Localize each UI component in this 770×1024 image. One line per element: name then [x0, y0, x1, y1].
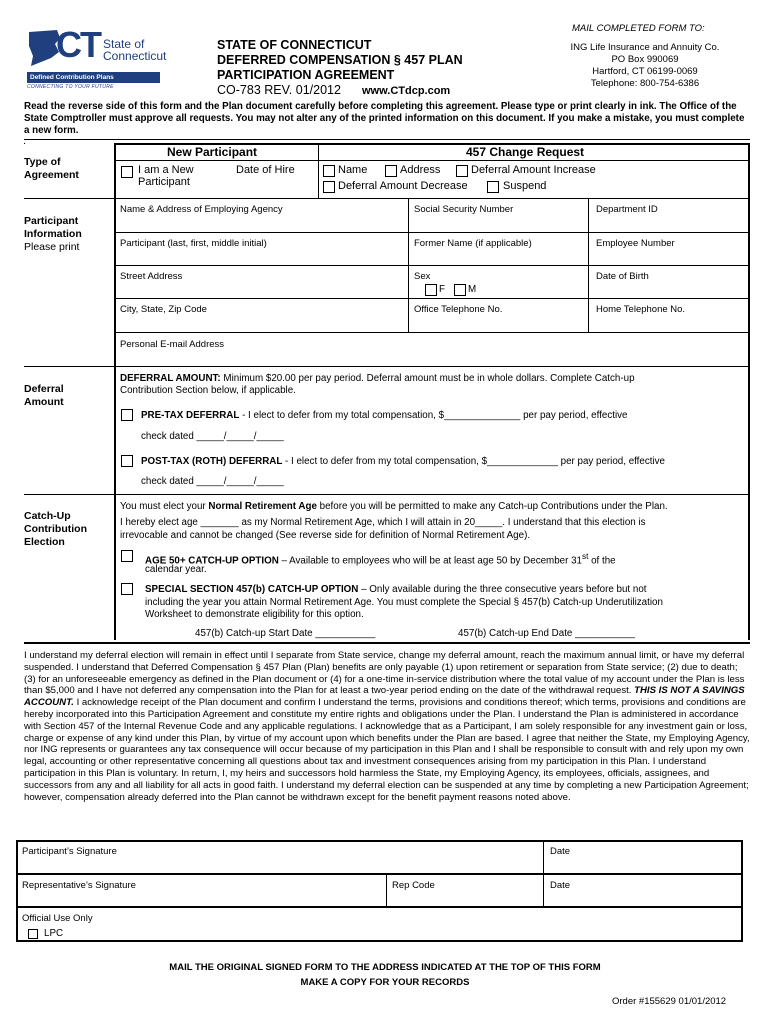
- website-link[interactable]: www.CTdcp.com: [362, 85, 451, 97]
- male-checkbox[interactable]: [454, 284, 466, 296]
- form-title: STATE OF CONNECTICUT DEFERRED COMPENSATION § 457 PLAN PARTICIPATION AGREEMENT: [217, 38, 463, 82]
- new-participant-checkbox[interactable]: [121, 166, 133, 178]
- ssn-field[interactable]: Social Security Number: [414, 204, 514, 215]
- catchup-intro: You must elect your Normal Retirement Age before you will be permitted to make any Catch-up Contributions under the Plan.: [120, 501, 668, 512]
- special-catchup-text: SPECIAL SECTION 457(b) CATCH-UP OPTION – Only available during the three consecutive years before but not: [145, 584, 647, 595]
- logo-tagline: CONNECTING TO YOUR FUTURE: [27, 84, 114, 90]
- pretax-deferral-checkbox[interactable]: [121, 409, 133, 421]
- age50-catchup-text: AGE 50+ CATCH-UP OPTION – Available to employees who will be at least age 50 by December 31st of the: [145, 552, 616, 567]
- street-address-field[interactable]: Street Address: [120, 271, 183, 282]
- office-phone-field[interactable]: Office Telephone No.: [414, 304, 503, 315]
- suspend-checkbox[interactable]: [487, 181, 499, 193]
- employing-agency-field[interactable]: Name & Address of Employing Agency: [120, 204, 283, 215]
- date-of-hire-label: Date of Hire: [236, 164, 295, 176]
- change-request-heading: 457 Change Request: [466, 145, 585, 159]
- deferral-amount-label: Deferral Amount: [24, 383, 64, 408]
- name-change-label: Name: [338, 164, 368, 176]
- retirement-age-election: I hereby elect age _______ as my Normal Retirement Age, which I will attain in 20_____. I understand that this election is: [120, 517, 646, 528]
- logo-ct: CT: [56, 24, 100, 65]
- female-label: F: [439, 284, 445, 295]
- new-participant-heading: New Participant: [167, 145, 258, 159]
- new-participant-label: I am a New Participant: [138, 164, 194, 188]
- mail-to-heading: MAIL COMPLETED FORM TO:: [572, 23, 705, 34]
- posttax-deferral-checkbox[interactable]: [121, 455, 133, 467]
- sex-label: Sex: [414, 271, 431, 282]
- deferral-amount-heading: DEFERRAL AMOUNT: Minimum $20.00 per pay period. Deferral amount must be in whole dollars. Complete Catch-up: [120, 373, 635, 384]
- catchup-start-date: 457(b) Catch-up Start Date ___________: [195, 628, 376, 639]
- participant-info-label: Participant Information Please print: [24, 215, 82, 253]
- deferral-decrease-label: Deferral Amount Decrease: [338, 180, 468, 192]
- age50-catchup-checkbox[interactable]: [121, 550, 133, 562]
- lpc-checkbox[interactable]: [28, 929, 38, 939]
- legal-terms: I understand my deferral election will remain in effect until I separate from State service, change my deferral amount, reach the maximum annual limit, or have my deferral suspended. I understand that Deferred Compensation § 457 Plan (Plan) benefits are only payable (1) upon retirement or separation from State service; (2) due to death; (3) for an unforeseeable emergency as defined in the Plan document or (4) for a one-time in-service distribution where the total value of my account under the Plan is less than $5,000 and I have not deferred any compensation into the Plan for at least a two-year period ending on the date of the withdrawal request. THIS IS NOT A SAVINGS ACCOUNT. I acknowledge receipt of the Plan document and confirm I understand the terms, provisions and conditions thereof; which terms, provisions and conditions are hereby incorporated into this Participation Agreement and constitute my entire rights and obligations under the Plan. I understand the Plan is administered in accordance with Section 457 of the Internal Revenue Code and any applicable regulations. I acknowledge that as a Participant, I am solely responsible for any investment gain or loss, charge or expense of any kind under this Plan, by virtue of my account upon which benefits under the Plan are based. I agree that neither the State, my Employing Agency, nor ING represents or guarantees any tax consequence will occur because of my participation in this Plan and I shall be responsible to consult with and rely upon my own legal, accounting or other representative concerning all questions about tax and investment consequences arising from my participation in this Plan. I understand participation in this Plan is voluntary. In return, I, my heirs and successors hold harmless the State, my Employing Agency, its employees, officials, assignees, and successors from any and all liability for all acts in good faith. I understand my deferral election can be suspended at any time by completing a new Participation Agreement; however, compensation already deferred into the Plan cannot be withdrawn except for the benefit payment reasons noted above.: [24, 650, 750, 803]
- age50-catchup-text-2: calendar year.: [145, 564, 207, 575]
- participant-date-field[interactable]: Date: [550, 846, 571, 857]
- type-of-agreement-label: Type of Agreement: [24, 156, 79, 181]
- catchup-end-date: 457(b) Catch-up End Date ___________: [458, 628, 636, 639]
- form-code: CO-783 REV. 01/2012: [217, 83, 341, 97]
- logo-state-name: State of Connecticut: [103, 37, 167, 63]
- catchup-label: Catch-Up Contribution Election: [24, 510, 87, 548]
- suspend-label: Suspend: [503, 180, 547, 192]
- email-field[interactable]: Personal E-mail Address: [120, 339, 225, 350]
- official-use-label: Official Use Only: [22, 913, 93, 924]
- order-number: Order #155629 01/01/2012: [612, 996, 727, 1007]
- retirement-age-note: irrevocable and cannot be changed (See reverse side for definition of Normal Retirement Age).: [120, 530, 531, 541]
- name-change-checkbox[interactable]: [323, 165, 335, 177]
- posttax-deferral-text: POST-TAX (ROTH) DEFERRAL - I elect to defer from my total compensation, $_____________ per pay period, effective: [141, 456, 665, 467]
- rep-code-field[interactable]: Rep Code: [392, 880, 435, 891]
- address-change-checkbox[interactable]: [385, 165, 397, 177]
- instructions: Read the reverse side of this form and the Plan document carefully before completing this agreement. Please type or print clearly in ink. The Office of the State Comptroller must approve all requests. You may not alter any of the printed information on this document. If you make a mistake, you must complete a new form.: [24, 101, 745, 136]
- female-checkbox[interactable]: [425, 284, 437, 296]
- deferral-decrease-checkbox[interactable]: [323, 181, 335, 193]
- special-catchup-text-3: Worksheet to demonstrate eligibility for this option.: [145, 609, 364, 620]
- lpc-label: LPC: [44, 928, 64, 939]
- department-id-field[interactable]: Department ID: [596, 204, 658, 215]
- deferral-amount-note: Contribution Section below, if applicable.: [120, 385, 296, 396]
- deferral-increase-checkbox[interactable]: [456, 165, 468, 177]
- date-of-birth-field[interactable]: Date of Birth: [596, 271, 649, 282]
- employee-number-field[interactable]: Employee Number: [596, 238, 675, 249]
- participant-name-field[interactable]: Participant (last, first, middle initial): [120, 238, 267, 249]
- logo-bar: Defined Contribution Plans: [27, 72, 160, 83]
- city-state-zip-field[interactable]: City, State, Zip Code: [120, 304, 207, 315]
- special-catchup-text-2: including the year you attain Normal Retirement Age. You must complete the Special § 457(b) Catch-up Underutilization: [145, 597, 663, 608]
- representative-date-field[interactable]: Date: [550, 880, 571, 891]
- footer-mail-note: MAIL THE ORIGINAL SIGNED FORM TO THE ADDRESS INDICATED AT THE TOP OF THIS FORM: [169, 962, 601, 973]
- special-catchup-checkbox[interactable]: [121, 583, 133, 595]
- pretax-deferral-text: PRE-TAX DEFERRAL - I elect to defer from my total compensation, $______________ per pay period, effective: [141, 410, 628, 421]
- pretax-check-date: check dated _____/_____/_____: [141, 431, 284, 442]
- deferral-increase-label: Deferral Amount Increase: [471, 164, 596, 176]
- footer-copy-note: MAKE A COPY FOR YOUR RECORDS: [300, 977, 470, 988]
- participant-signature-field[interactable]: Participant’s Signature: [22, 846, 117, 857]
- posttax-check-date: check dated _____/_____/_____: [141, 476, 284, 487]
- mail-to-address: ING Life Insurance and Annuity Co. PO Box 990069 Hartford, CT 06199-0069 Telephone: 800-754-6386: [570, 42, 720, 89]
- male-label: M: [468, 284, 477, 295]
- address-change-label: Address: [400, 164, 441, 176]
- representative-signature-field[interactable]: Representative’s Signature: [22, 880, 136, 891]
- former-name-field[interactable]: Former Name (if applicable): [414, 238, 532, 249]
- home-phone-field[interactable]: Home Telephone No.: [596, 304, 686, 315]
